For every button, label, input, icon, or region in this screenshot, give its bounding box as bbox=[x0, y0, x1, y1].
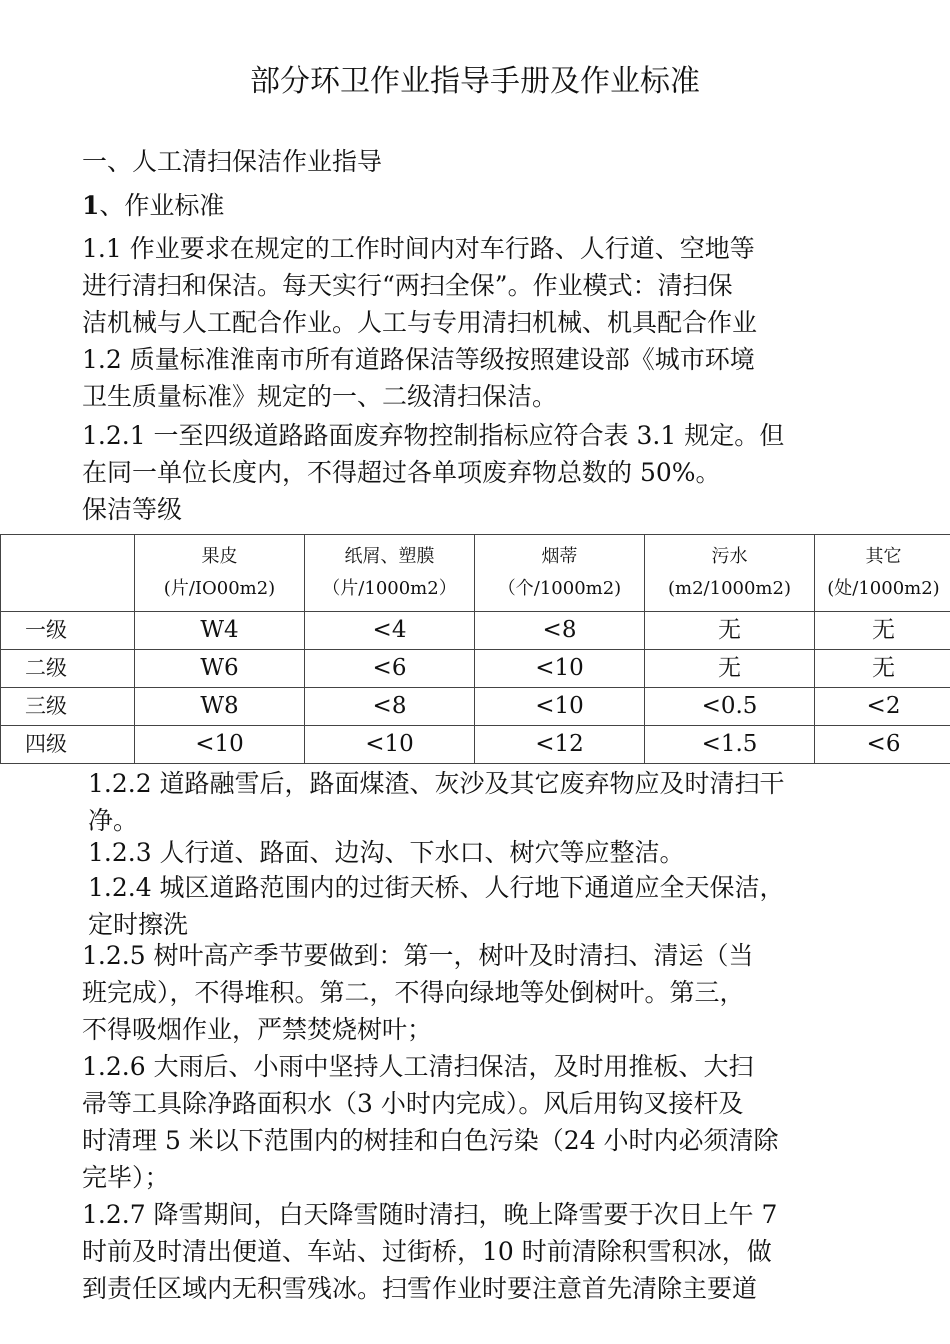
table-cell: W4 bbox=[135, 612, 305, 650]
paragraph-line: 1.2.5 树叶高产季节要做到：第一，树叶及时清扫、清运（当 bbox=[82, 941, 754, 970]
table-cell: <10 bbox=[475, 650, 645, 688]
paragraph-line: 不得吸烟作业，严禁焚烧树叶； bbox=[82, 1015, 433, 1044]
paragraph-line: 时前及时清出便道、车站、过街桥，10 时前清除积雪积冰，做 bbox=[82, 1237, 772, 1266]
table-row bbox=[1, 726, 950, 764]
table-header-cell bbox=[1, 535, 135, 612]
table-cell: <8 bbox=[305, 688, 475, 726]
paragraph-1-2-2 bbox=[88, 765, 785, 839]
table-cell: <6 bbox=[815, 726, 950, 764]
paragraph-line: 在同一单位长度内，不得超过各单项废弃物总数的 50%。 bbox=[82, 458, 721, 487]
paragraph-1-2-7 bbox=[82, 1196, 777, 1307]
paragraph-line: 净。 bbox=[88, 806, 139, 835]
table-cell: W8 bbox=[135, 688, 305, 726]
header-label: 烟蒂 bbox=[541, 546, 578, 567]
subsection-heading bbox=[82, 187, 224, 224]
table-cell: <10 bbox=[135, 726, 305, 764]
paragraph-line: 定时擦洗 bbox=[88, 910, 189, 939]
grade-label: 二级 bbox=[1, 650, 135, 688]
paragraph-line: 进行清扫和保洁。每天实行“两扫全保”。作业模式：清扫保 bbox=[82, 271, 733, 300]
table-header-cell bbox=[645, 535, 815, 612]
grade-label: 三级 bbox=[1, 688, 135, 726]
paragraph-1-2-1 bbox=[82, 417, 784, 528]
table-cell: <1.5 bbox=[645, 726, 815, 764]
document-title: 部分环卫作业指导手册及作业标准 bbox=[250, 64, 700, 99]
table-header-cell bbox=[135, 535, 305, 612]
table-row bbox=[1, 612, 950, 650]
table-caption: 保洁等级 bbox=[82, 495, 183, 524]
table-cell: <6 bbox=[305, 650, 475, 688]
paragraph-line: 1.1 作业要求在规定的工作时间内对车行路、人行道、空地等 bbox=[82, 234, 755, 263]
grade-label: 四级 bbox=[1, 726, 135, 764]
table-cell: 无 bbox=[645, 612, 815, 650]
header-unit: （片/1000m2） bbox=[322, 578, 457, 599]
table-header-cell bbox=[305, 535, 475, 612]
table-cell: 无 bbox=[645, 650, 815, 688]
header-label: 纸屑、塑膜 bbox=[344, 546, 435, 567]
paragraph-line: 洁机械与人工配合作业。人工与专用清扫机械、机具配合作业 bbox=[82, 308, 758, 337]
paragraph-1-2-6 bbox=[82, 1048, 779, 1196]
paragraph-line: 1.2.2 道路融雪后，路面煤渣、灰沙及其它废弃物应及时清扫干 bbox=[88, 769, 785, 798]
paragraph-line: 帚等工具除净路面积水（3 小时内完成）。风后用钩叉接杆及 bbox=[82, 1089, 744, 1118]
paragraph-line: 班完成），不得堆积。第二，不得向绿地等处倒树叶。第三， bbox=[82, 978, 745, 1007]
header-label: 其它 bbox=[865, 546, 902, 567]
paragraph-1-2-3 bbox=[88, 834, 685, 871]
paragraph-line: 1.2.7 降雪期间，白天降雪随时清扫，晚上降雪要于次日上午 7 bbox=[82, 1200, 778, 1229]
paragraph-1-2 bbox=[82, 341, 755, 415]
table-cell: <10 bbox=[305, 726, 475, 764]
table-cell: <8 bbox=[475, 612, 645, 650]
table-cell: 无 bbox=[815, 650, 950, 688]
paragraph-line: 1.2.6 大雨后、小雨中坚持人工清扫保洁，及时用推板、大扫 bbox=[82, 1052, 754, 1081]
paragraph-line: 完毕）； bbox=[82, 1163, 170, 1192]
section-heading: 一、人工清扫保洁作业指导 bbox=[82, 147, 383, 176]
paragraph-line: 1.2 质量标准淮南市所有道路保洁等级按照建设部《城市环境 bbox=[82, 345, 755, 374]
table-cell: 无 bbox=[815, 612, 950, 650]
table-cell: W6 bbox=[135, 650, 305, 688]
table-row bbox=[1, 650, 950, 688]
table-cell: <12 bbox=[475, 726, 645, 764]
paragraph-1-2-5 bbox=[82, 937, 754, 1048]
header-label: 果皮 bbox=[201, 546, 238, 567]
paragraph-line: 1.2.1 一至四级道路路面废弃物控制指标应符合表 3.1 规定。但 bbox=[82, 421, 785, 450]
cleaning-standard-table bbox=[0, 534, 950, 764]
table-cell: <0.5 bbox=[645, 688, 815, 726]
header-unit: （个/1000m2) bbox=[497, 578, 622, 599]
table-header-cell bbox=[475, 535, 645, 612]
paragraph-1-2-4 bbox=[88, 869, 785, 943]
subsection-title: 、作业标准 bbox=[99, 191, 225, 220]
paragraph-line: 时清理 5 米以下范围内的树挂和白色污染（24 小时内必须清除 bbox=[82, 1126, 779, 1155]
paragraph-line: 1.2.3 人行道、路面、边沟、下水口、树穴等应整洁。 bbox=[88, 838, 685, 867]
subsection-number: 1 bbox=[82, 191, 100, 220]
table-cell: <2 bbox=[815, 688, 950, 726]
table-cell: <10 bbox=[475, 688, 645, 726]
table-row bbox=[1, 688, 950, 726]
header-unit: (m2/1000m2) bbox=[668, 578, 791, 599]
header-unit: (片/IO00m2) bbox=[163, 578, 276, 599]
table-header-cell bbox=[815, 535, 950, 612]
paragraph-line: 到责任区域内无积雪残冰。扫雪作业时要注意首先清除主要道 bbox=[82, 1274, 758, 1303]
paragraph-line: 卫生质量标准》规定的一、二级清扫保洁。 bbox=[82, 382, 558, 411]
paragraph-1-1 bbox=[82, 230, 757, 341]
paragraph-line: 1.2.4 城区道路范围内的过街天桥、人行地下通道应全天保洁， bbox=[88, 873, 785, 902]
header-label: 污水 bbox=[711, 546, 748, 567]
header-unit: (处/1000m2) bbox=[827, 578, 940, 599]
table-cell: <4 bbox=[305, 612, 475, 650]
grade-label: 一级 bbox=[1, 612, 135, 650]
table-header-row bbox=[1, 535, 950, 612]
